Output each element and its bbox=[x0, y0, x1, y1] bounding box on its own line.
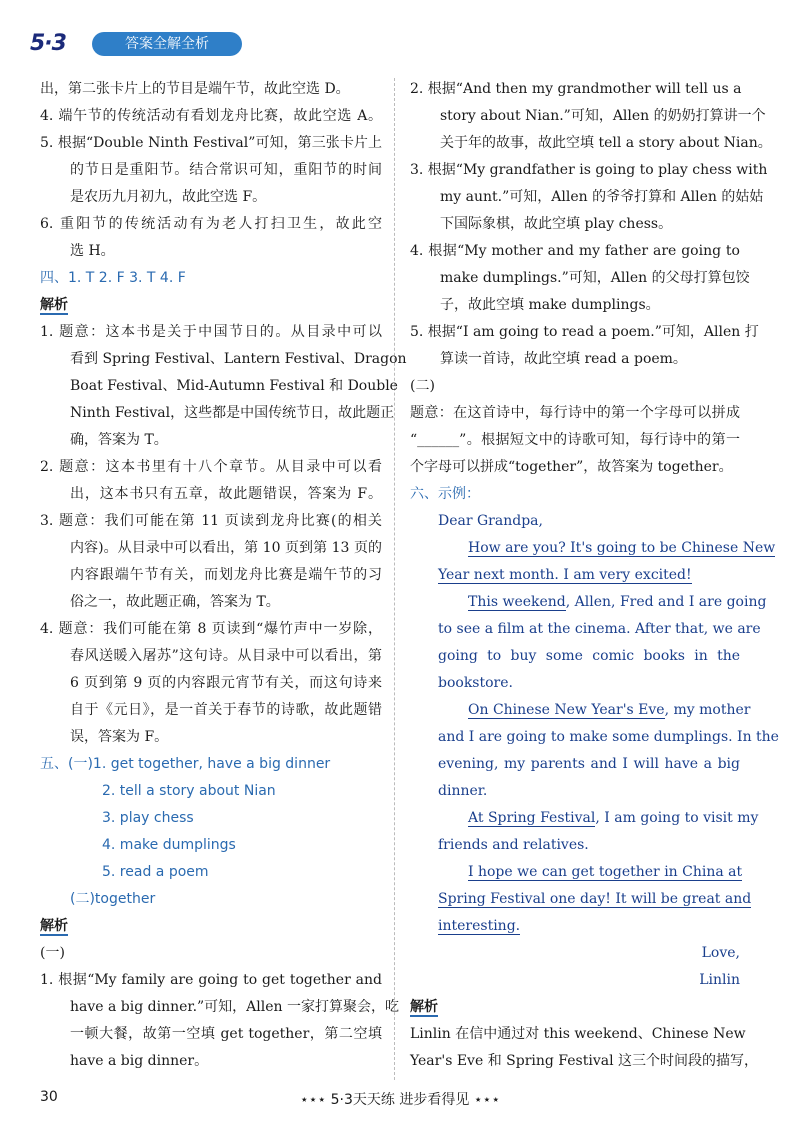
text-line: 6. 重阳节的传统活动有为老人打扫卫生，故此空 bbox=[40, 216, 382, 232]
text-line: 2. 题意：这本书里有十八个章节。从目录中可以看 bbox=[40, 459, 382, 475]
text-line: 4. 题意：我们可能在第 8 页读到“爆竹声中一岁除， bbox=[40, 621, 382, 637]
letter-line: Year next month. I am very excited! bbox=[438, 567, 692, 583]
letter-line: Spring Festival one day! It will be great and bbox=[438, 891, 752, 907]
text-line: 误，答案为 F。 bbox=[70, 729, 169, 745]
letter-closing: Love, bbox=[701, 945, 740, 961]
text-line: 是农历九月初九，故此空选 F。 bbox=[70, 189, 267, 205]
text-line: 出，第二张卡片上的节目是端午节，故此空选 D。 bbox=[40, 81, 350, 97]
text-line: 4. 根据“My mother and my father are going to bbox=[410, 243, 740, 259]
letter-line: This weekend, Allen, Fred and I are going bbox=[468, 594, 767, 610]
text-line: 1. 题意：这本书是关于中国节日的。从目录中可以 bbox=[40, 324, 382, 340]
letter-signature: Linlin bbox=[699, 972, 740, 988]
answer-key-item: 5. read a poem bbox=[102, 864, 209, 880]
text-line: 一顿大餐，故第一空填 get together，第二空填 bbox=[70, 1026, 382, 1042]
text-line: 5. 根据“Double Ninth Festival”可知，第三张卡片上 bbox=[40, 135, 382, 151]
text-line: 出，这本书只有五章，故此题错误，答案为 F。 bbox=[70, 486, 382, 502]
letter-line: I hope we can get together in China at bbox=[468, 864, 743, 880]
text-line: 俗之一，故此题正确，答案为 T。 bbox=[70, 594, 280, 610]
text-line: (一) bbox=[40, 945, 65, 961]
letter-line: bookstore. bbox=[438, 675, 513, 691]
page-footer bbox=[0, 1085, 800, 1115]
footer-slogan: ⋆⋆⋆ 5·3天天练 进步看得见 ⋆⋆⋆ bbox=[299, 1092, 501, 1108]
column-divider bbox=[394, 78, 395, 1080]
text-line: 内容)。从目录中可以看出，第 10 页到第 13 页的 bbox=[70, 540, 382, 556]
text-line: have a big dinner。 bbox=[70, 1053, 209, 1069]
text-line: 选 H。 bbox=[70, 243, 115, 259]
text-line: have a big dinner.”可知，Allen 一家打算聚会，吃 bbox=[70, 999, 399, 1015]
letter-line: and I are going to make some dumplings. In the bbox=[438, 729, 779, 745]
answer-key-section-5: 五、(一)1. get together, have a big dinner bbox=[40, 756, 331, 772]
text-line: (二) bbox=[410, 378, 435, 394]
text-line: 算读一首诗，故此空填 read a poem。 bbox=[440, 351, 687, 367]
letter-line: to see a film at the cinema. After that, we are bbox=[438, 621, 761, 637]
text-line: Linlin 在信中通过对 this weekend、Chinese New bbox=[410, 1026, 746, 1042]
text-line: 下国际象棋，故此空填 play chess。 bbox=[440, 216, 673, 232]
text-line: Ninth Festival，这些都是中国传统节日，故此题正 bbox=[70, 405, 395, 421]
text-line: make dumplings.”可知，Allen 的父母打算包饺 bbox=[440, 270, 750, 286]
analysis-heading: 解析 bbox=[40, 918, 68, 934]
text-line: 3. 题意：我们可能在第 11 页读到龙舟比赛(的相关 bbox=[40, 513, 382, 529]
analysis-heading: 解析 bbox=[40, 297, 68, 313]
brand-logo: 5·3 bbox=[30, 31, 66, 56]
text-line: 4. 端午节的传统活动有看划龙舟比赛，故此空选 A。 bbox=[40, 108, 382, 124]
page-header bbox=[30, 28, 290, 60]
text-line: story about Nian.”可知，Allen 的奶奶打算讲一个 bbox=[440, 108, 766, 124]
text-line: 题意：在这首诗中，每行诗中的第一个字母可以拼成 bbox=[410, 405, 740, 421]
answer-key-section-4: 四、1. T 2. F 3. T 4. F bbox=[40, 270, 186, 286]
letter-line: On Chinese New Year's Eve, my mother bbox=[468, 702, 751, 718]
sample-letter bbox=[410, 508, 779, 994]
text-line: Boat Festival、Mid-Autumn Festival 和 Double bbox=[70, 378, 398, 394]
answer-key-item: 3. play chess bbox=[102, 810, 194, 826]
text-line: 看到 Spring Festival、Lantern Festival、Dragon bbox=[70, 351, 407, 367]
text-line: 关于年的故事，故此空填 tell a story about Nian。 bbox=[440, 135, 772, 151]
text-line: 内容跟端午节有关，而划龙舟比赛是端午节的习 bbox=[70, 567, 382, 583]
answer-key-item: 4. make dumplings bbox=[102, 837, 236, 853]
letter-line: going to buy some comic books in the bbox=[438, 648, 740, 664]
answer-key-item: 2. tell a story about Nian bbox=[102, 783, 276, 799]
text-line: 5. 根据“I am going to read a poem.”可知，Allen 打 bbox=[410, 324, 759, 340]
analysis-heading: 解析 bbox=[410, 999, 438, 1015]
letter-line: dinner. bbox=[438, 783, 488, 799]
text-line: 子，故此空填 make dumplings。 bbox=[440, 297, 660, 313]
header-section-label: 答案全解全析 bbox=[92, 32, 242, 56]
text-line: 1. 根据“My family are going to get together and bbox=[40, 972, 382, 988]
letter-line: How are you? It's going to be Chinese New bbox=[468, 540, 776, 556]
page-number: 30 bbox=[40, 1089, 58, 1105]
right-column bbox=[410, 76, 779, 1075]
text-line: 2. 根据“And then my grandmother will tell us a bbox=[410, 81, 742, 97]
text-line: 春风送暖入屠苏”这句诗。从目录中可以看出，第 bbox=[70, 648, 382, 664]
letter-line: At Spring Festival, I am going to visit my bbox=[468, 810, 759, 826]
letter-line: interesting. bbox=[438, 918, 521, 934]
left-column bbox=[40, 76, 407, 1075]
answer-key-section-6: 六、示例： bbox=[410, 486, 480, 502]
text-line: “______”。根据短文中的诗歌可知，每行诗中的第一 bbox=[410, 432, 740, 448]
letter-line: evening, my parents and I will have a big bbox=[438, 756, 740, 772]
text-line: 个字母可以拼成“together”，故答案为 together。 bbox=[410, 459, 733, 475]
text-line: my aunt.”可知，Allen 的爷爷打算和 Allen 的姑姑 bbox=[440, 189, 764, 205]
text-line: 确，答案为 T。 bbox=[70, 432, 168, 448]
text-line: Year's Eve 和 Spring Festival 这三个时间段的描写， bbox=[410, 1053, 759, 1069]
text-line: 3. 根据“My grandfather is going to play chess with bbox=[410, 162, 768, 178]
letter-line: friends and relatives. bbox=[438, 837, 589, 853]
text-line: 的节日是重阳节。结合常识可知，重阳节的时间 bbox=[70, 162, 382, 178]
answer-key-item: (二)together bbox=[70, 891, 156, 907]
text-line: 6 页到第 9 页的内容跟元宵节有关，而这句诗来 bbox=[70, 675, 382, 691]
letter-greeting: Dear Grandpa, bbox=[438, 513, 543, 529]
text-line: 自于《元日》，是一首关于春节的诗歌，故此题错 bbox=[70, 702, 382, 718]
